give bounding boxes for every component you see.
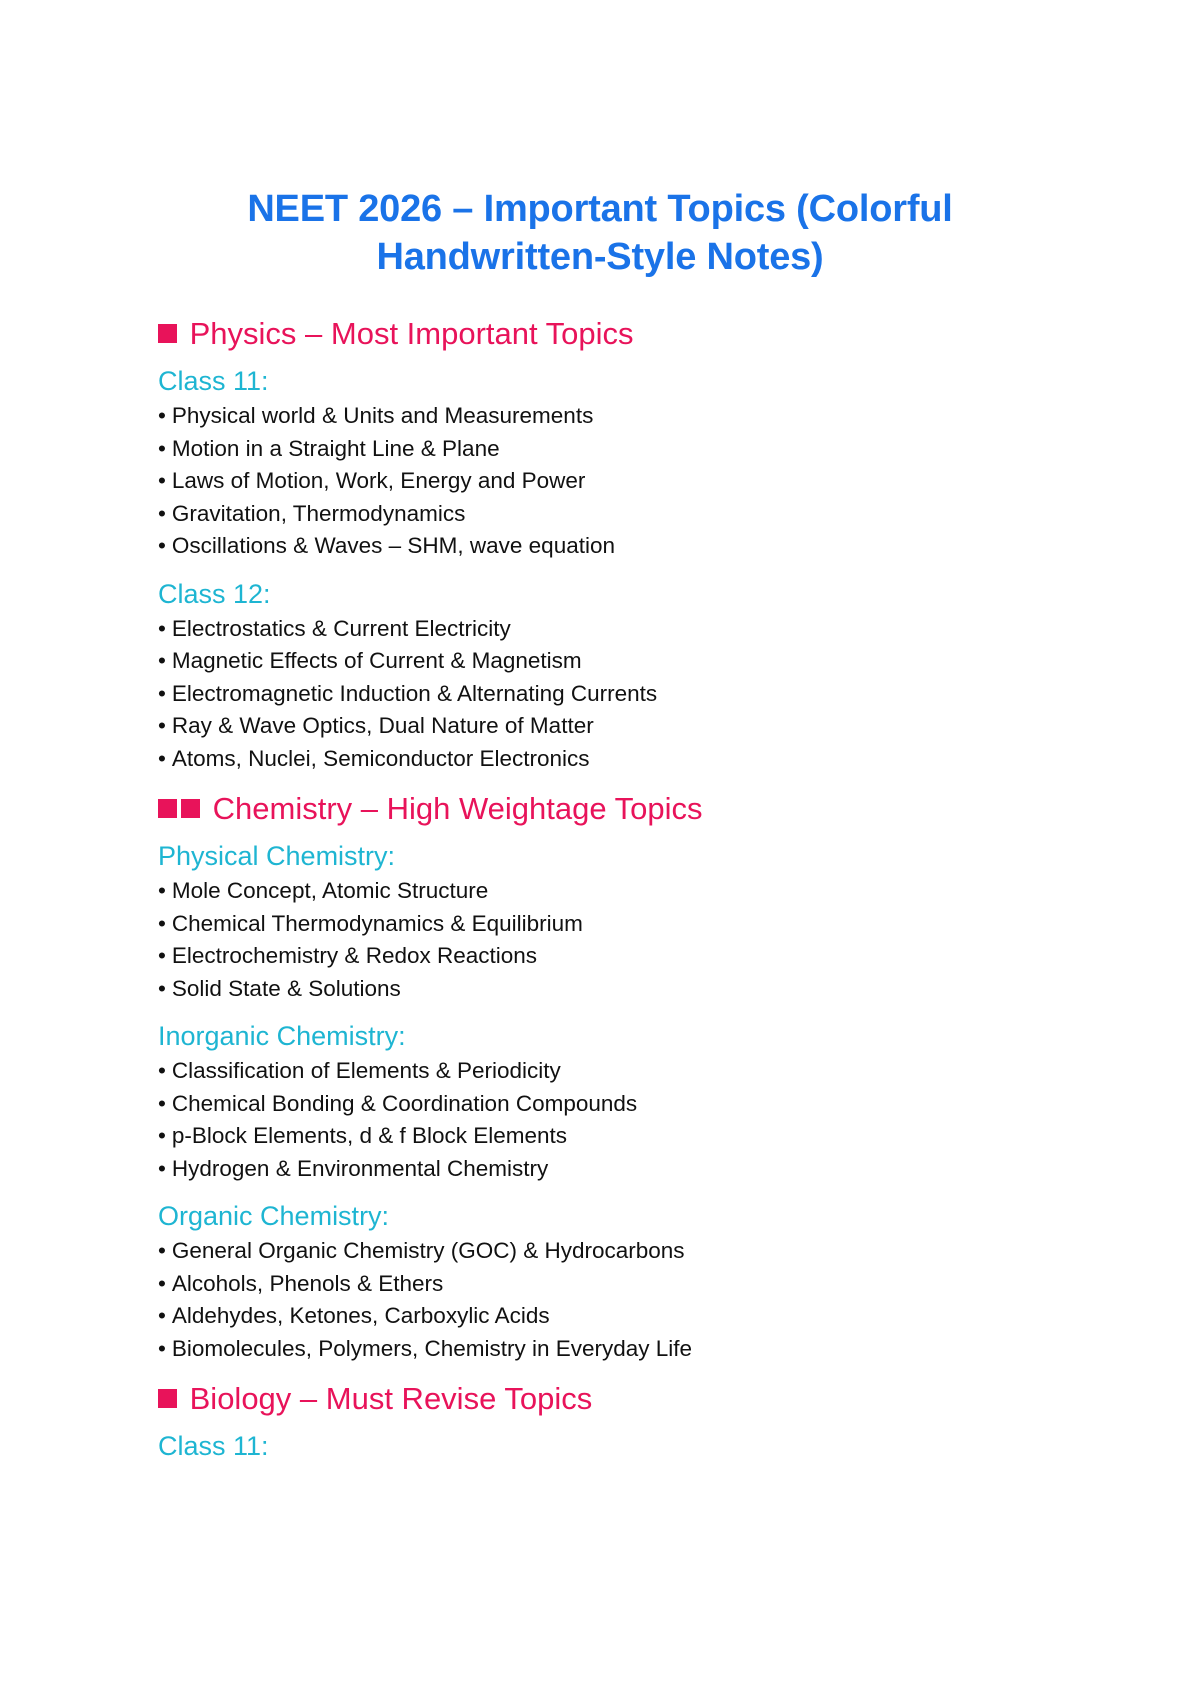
topic-group	[158, 839, 1058, 1005]
list-item: • Electrochemistry & Redox Reactions	[158, 940, 1058, 973]
topic-list	[158, 613, 1058, 776]
sub-heading: Inorganic Chemistry:	[158, 1021, 406, 1051]
topic-group	[158, 1199, 1058, 1365]
list-item: • Biomolecules, Polymers, Chemistry in Everyday Life	[158, 1333, 1058, 1366]
list-item: • Laws of Motion, Work, Energy and Power	[158, 465, 1058, 498]
list-item: • Classification of Elements & Periodicity	[158, 1055, 1058, 1088]
list-item: • Alcohols, Phenols & Ethers	[158, 1268, 1058, 1301]
list-item: • Chemical Bonding & Coordination Compounds	[158, 1088, 1058, 1121]
topic-group	[158, 577, 1058, 776]
sub-heading: Class 12:	[158, 578, 271, 609]
list-item: • Aldehydes, Ketones, Carboxylic Acids	[158, 1300, 1058, 1333]
topic-list	[158, 1235, 1058, 1365]
list-item: • Mole Concept, Atomic Structure	[158, 875, 1058, 908]
list-item: • Atoms, Nuclei, Semiconductor Electronics	[158, 743, 1058, 776]
list-item: • Solid State & Solutions	[158, 973, 1058, 1006]
section-heading-text: Biology – Must Revise Topics	[189, 1381, 593, 1416]
list-item: • Magnetic Effects of Current & Magnetism	[158, 645, 1058, 678]
topic-group	[158, 1429, 1058, 1463]
section-1	[158, 789, 1058, 1365]
list-item: • Oscillations & Waves – SHM, wave equation	[158, 530, 1058, 563]
list-item: • p-Block Elements, d & f Block Elements	[158, 1120, 1058, 1153]
sub-heading: Organic Chemistry:	[158, 1201, 390, 1231]
section-heading	[158, 789, 1058, 829]
topic-group	[158, 1019, 1058, 1185]
page-title: NEET 2026 – Important Topics (Colorful Handwritten-Style Notes)	[247, 188, 953, 279]
topic-list	[158, 1055, 1058, 1185]
topic-list	[158, 875, 1058, 1005]
list-item: • General Organic Chemistry (GOC) & Hydrocarbons	[158, 1235, 1058, 1268]
topic-list	[158, 400, 1058, 563]
square-bullet-icon	[158, 324, 177, 343]
section-heading	[158, 1379, 1058, 1419]
sub-heading: Physical Chemistry:	[158, 841, 396, 871]
section-heading	[158, 314, 1058, 354]
square-bullet-icon	[158, 799, 177, 818]
list-item: • Electrostatics & Current Electricity	[158, 613, 1058, 646]
topics-content	[158, 314, 1058, 1477]
topic-group	[158, 364, 1058, 563]
section-2	[158, 1379, 1058, 1463]
list-item: • Hydrogen & Environmental Chemistry	[158, 1153, 1058, 1186]
section-0	[158, 314, 1058, 775]
sub-heading: Class 11:	[158, 1431, 269, 1461]
square-bullet-icon	[158, 1389, 177, 1408]
list-item: • Gravitation, Thermodynamics	[158, 498, 1058, 531]
list-item: • Physical world & Units and Measurements	[158, 400, 1058, 433]
list-item: • Motion in a Straight Line & Plane	[158, 433, 1058, 466]
list-item: • Chemical Thermodynamics & Equilibrium	[158, 908, 1058, 941]
sub-heading: Class 11:	[158, 366, 269, 396]
section-heading-text: Chemistry – High Weightage Topics	[212, 791, 703, 826]
list-item: • Ray & Wave Optics, Dual Nature of Matter	[158, 710, 1058, 743]
section-heading-text: Physics – Most Important Topics	[189, 316, 634, 351]
square-bullet-icon	[181, 799, 200, 818]
list-item: • Electromagnetic Induction & Alternating Currents	[158, 678, 1058, 711]
